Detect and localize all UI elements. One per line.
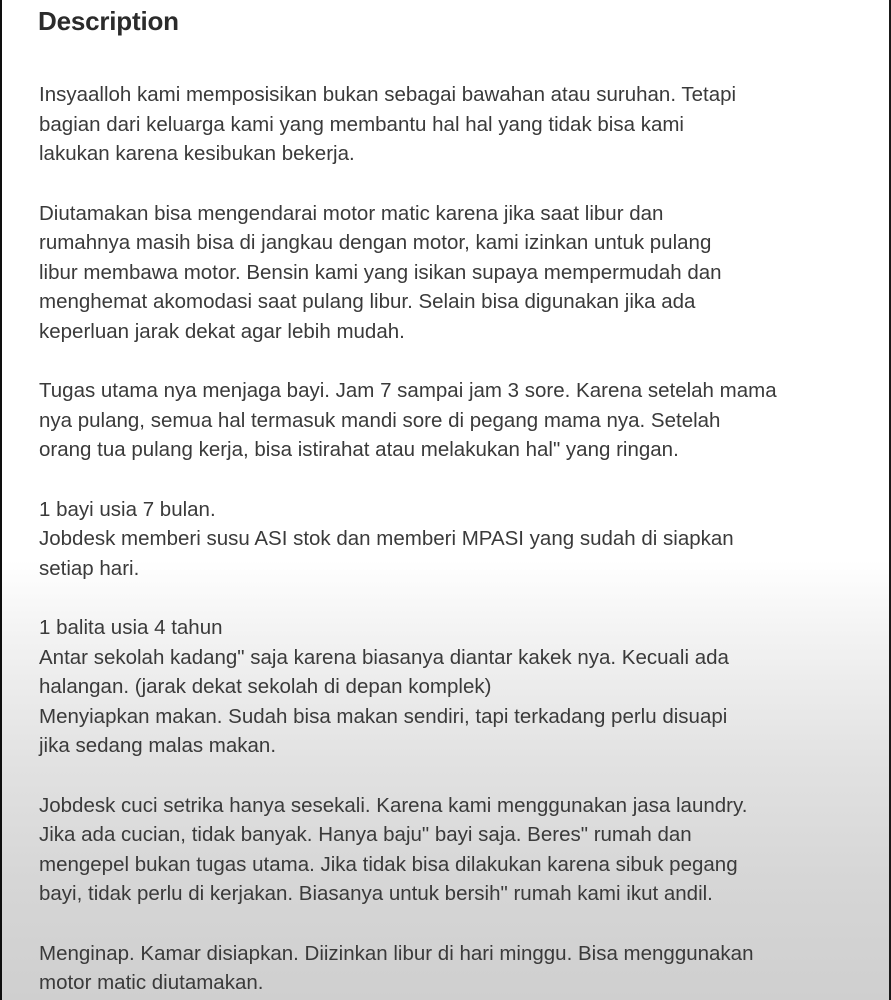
text-line: jika sedang malas makan. [39, 734, 277, 757]
text-line: 1 bayi usia 7 bulan. [39, 497, 216, 521]
text-line: lakukan karena kesibukan bekerja. [39, 142, 355, 165]
text-line: bagian dari keluarga kami yang membantu hal hal yang tidak bisa kami [39, 112, 684, 136]
text-line: menghemat akomodasi saat pulang libur. Selain bisa digunakan jika ada [39, 290, 696, 313]
text-line: orang tua pulang kerja, bisa istirahat atau melakukan hal" yang ringan. [39, 438, 679, 461]
text-line: Tugas utama nya menjaga bayi. Jam 7 sampai jam 3 sore. Karena setelah mama [39, 379, 777, 402]
text-line: mengepel bukan tugas utama. Jika tidak bisa dilakukan karena sibuk pegang [39, 852, 738, 876]
paragraph-toddler [39, 613, 879, 761]
paragraph-main-duty [39, 376, 879, 465]
text-line: Jobdesk memberi susu ASI stok dan memberi MPASI yang sudah di siapkan [39, 527, 734, 550]
text-line: libur membawa motor. Bensin kami yang isikan supaya mempermudah dan [39, 260, 722, 284]
text-line: halangan. (jarak dekat sekolah di depan komplek) [39, 675, 492, 698]
text-line: Diutamakan bisa mengendarai motor matic karena jika saat libur dan [39, 201, 664, 225]
section-title: Description [38, 6, 179, 36]
text-line: bayi, tidak perlu di kerjakan. Biasanya untuk bersih" rumah kami ikut andil. [39, 882, 713, 905]
paragraph-stay [39, 939, 879, 998]
text-line: Insyaalloh kami memposisikan bukan sebagai bawahan atau suruhan. Tetapi [39, 83, 737, 106]
text-line: keperluan jarak dekat agar lebih mudah. [39, 319, 405, 343]
text-line: motor matic diutamakan. [39, 971, 264, 994]
text-line: rumahnya masih bisa di jangkau dengan motor, kami izinkan untuk pulang [39, 231, 712, 254]
paragraph-laundry [39, 791, 879, 909]
text-line: Jobdesk cuci setrika hanya sesekali. Karena kami menggunakan jasa laundry. [39, 793, 748, 817]
text-line: Menyiapkan makan. Sudah bisa makan sendiri, tapi terkadang perlu disuapi [39, 704, 728, 728]
text-line: Antar sekolah kadang" saja karena biasanya diantar kakek nya. Kecuali ada [39, 645, 729, 669]
text-line: Menginap. Kamar disiapkan. Diizinkan libur di hari minggu. Bisa menggunakan [39, 941, 754, 965]
text-line: Jika ada cucian, tidak banyak. Hanya baju" bayi saja. Beres" rumah dan [39, 823, 692, 846]
text-line: 1 balita usia 4 tahun [39, 616, 223, 639]
paragraph-baby [39, 495, 879, 584]
paragraph-role [39, 80, 879, 169]
text-line: nya pulang, semua hal termasuk mandi sore di pegang mama nya. Setelah [39, 408, 721, 432]
description-body [39, 80, 879, 1000]
text-line: setiap hari. [39, 556, 140, 580]
paragraph-motor [39, 199, 879, 347]
